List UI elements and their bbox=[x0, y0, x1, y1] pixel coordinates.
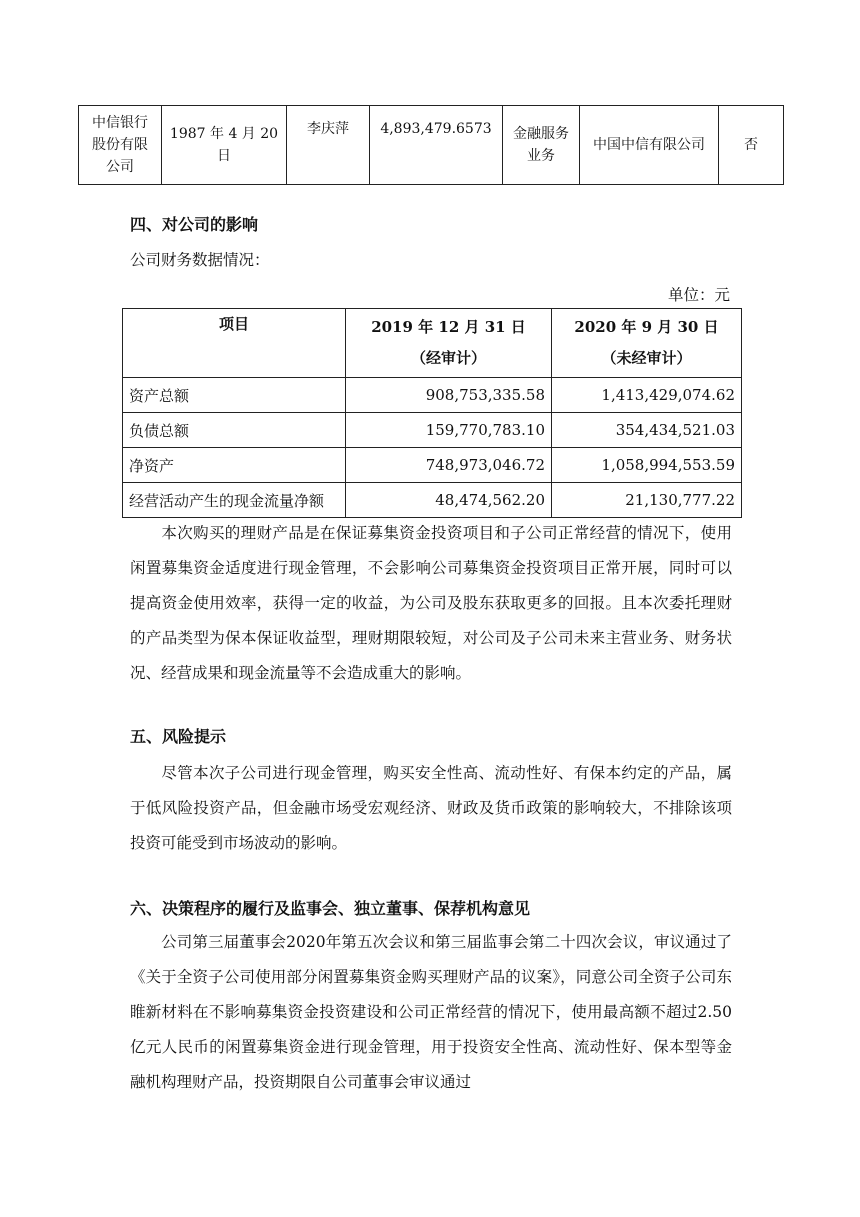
decision-paragraph bbox=[130, 925, 732, 1100]
decision-paragraph-text: 公司第三届董事会2020年第五次会议和第三届监事会第二十四次会议，审议通过了《关于全资子公司使用部分闲置募集资金购买理财产品的议案》，同意公司全资子公司东睢新材料在不影响募集资金投资建设和公司正常经营的情况下，使用最高额不超过2.50亿元人民币的闲置募集资金进行现金管理，用于投资安全性高、流动性好、保本型等金融机构理财产品，投资期限自公司董事会审议通过 bbox=[130, 933, 732, 1091]
value-2020: 21,130,777.22 bbox=[552, 483, 742, 518]
section-4-heading: 四、对公司的影响 bbox=[130, 215, 259, 234]
value-2019: 159,770,783.10 bbox=[346, 413, 552, 448]
company-name-line: 公司 bbox=[106, 159, 134, 175]
value-2019: 748,973,046.72 bbox=[346, 448, 552, 483]
row-label: 负债总额 bbox=[123, 413, 346, 448]
impact-paragraph bbox=[130, 516, 732, 691]
company-info-table bbox=[78, 105, 784, 185]
risk-paragraph bbox=[130, 756, 732, 861]
value-2019: 908,753,335.58 bbox=[346, 378, 552, 413]
company-name-line: 中信银行 bbox=[92, 115, 148, 131]
row-label: 经营活动产生的现金流量净额 bbox=[123, 483, 346, 518]
header-2020 bbox=[552, 309, 742, 378]
table-row bbox=[123, 378, 742, 413]
impact-paragraph-text: 本次购买的理财产品是在保证募集资金投资项目和子公司正常经营的情况下，使用闲置募集资金适度进行现金管理，不会影响公司募集资金投资项目正常开展，同时可以提高资金使用效率，获得一定的收益，为公司及股东获取更多的回报。且本次委托理财的产品类型为保本保证收益型，理财期限较短，对公司及子公司未来主营业务、财务状况、经营成果和现金流量等不会造成重大的影响。 bbox=[130, 524, 732, 682]
row-label: 净资产 bbox=[123, 448, 346, 483]
unit-label: 单位：元 bbox=[667, 286, 730, 304]
related-party-cell: 否 bbox=[719, 106, 784, 185]
value-2019: 48,474,562.20 bbox=[346, 483, 552, 518]
table-row bbox=[79, 106, 784, 185]
value-2020: 354,434,521.03 bbox=[552, 413, 742, 448]
section-6-heading: 六、决策程序的履行及监事会、独立董事、保荐机构意见 bbox=[130, 899, 531, 918]
value-2020: 1,058,994,553.59 bbox=[552, 448, 742, 483]
established-date-cell: 1987 年 4 月 20 日 bbox=[162, 106, 287, 185]
registered-capital-cell: 4,893,479.6573 bbox=[370, 106, 503, 185]
business-scope-line: 金融服务 bbox=[513, 126, 569, 142]
header-2019-date: 2019 年 12 月 31 日 bbox=[371, 318, 526, 336]
legal-rep-cell: 李庆萍 bbox=[287, 106, 370, 185]
value-2020: 1,413,429,074.62 bbox=[552, 378, 742, 413]
table-row bbox=[123, 413, 742, 448]
financial-data-intro: 公司财务数据情况： bbox=[130, 251, 270, 269]
business-scope-line: 业务 bbox=[527, 148, 555, 164]
risk-paragraph-text: 尽管本次子公司进行现金管理，购买安全性高、流动性好、有保本约定的产品，属于低风险投资产品，但金融市场受宏观经济、财政及货币政策的影响较大，不排除该项投资可能受到市场波动的影响。 bbox=[130, 764, 732, 852]
controller-cell: 中国中信有限公司 bbox=[580, 106, 719, 185]
financial-data-table bbox=[122, 308, 742, 518]
header-2020-date: 2020 年 9 月 30 日 bbox=[574, 318, 719, 336]
business-scope-cell bbox=[503, 106, 580, 185]
company-name-line: 股份有限 bbox=[92, 137, 148, 153]
table-row bbox=[123, 483, 742, 518]
row-label: 资产总额 bbox=[123, 378, 346, 413]
header-item bbox=[123, 309, 346, 378]
header-2020-note: （未经审计） bbox=[601, 349, 692, 367]
table-row bbox=[123, 448, 742, 483]
header-2019 bbox=[346, 309, 552, 378]
section-5-heading: 五、风险提示 bbox=[130, 727, 227, 746]
header-item-label: 项目 bbox=[218, 315, 249, 333]
table-header-row bbox=[123, 309, 742, 378]
header-2019-note: （经审计） bbox=[410, 349, 486, 367]
company-name-cell bbox=[79, 106, 162, 185]
